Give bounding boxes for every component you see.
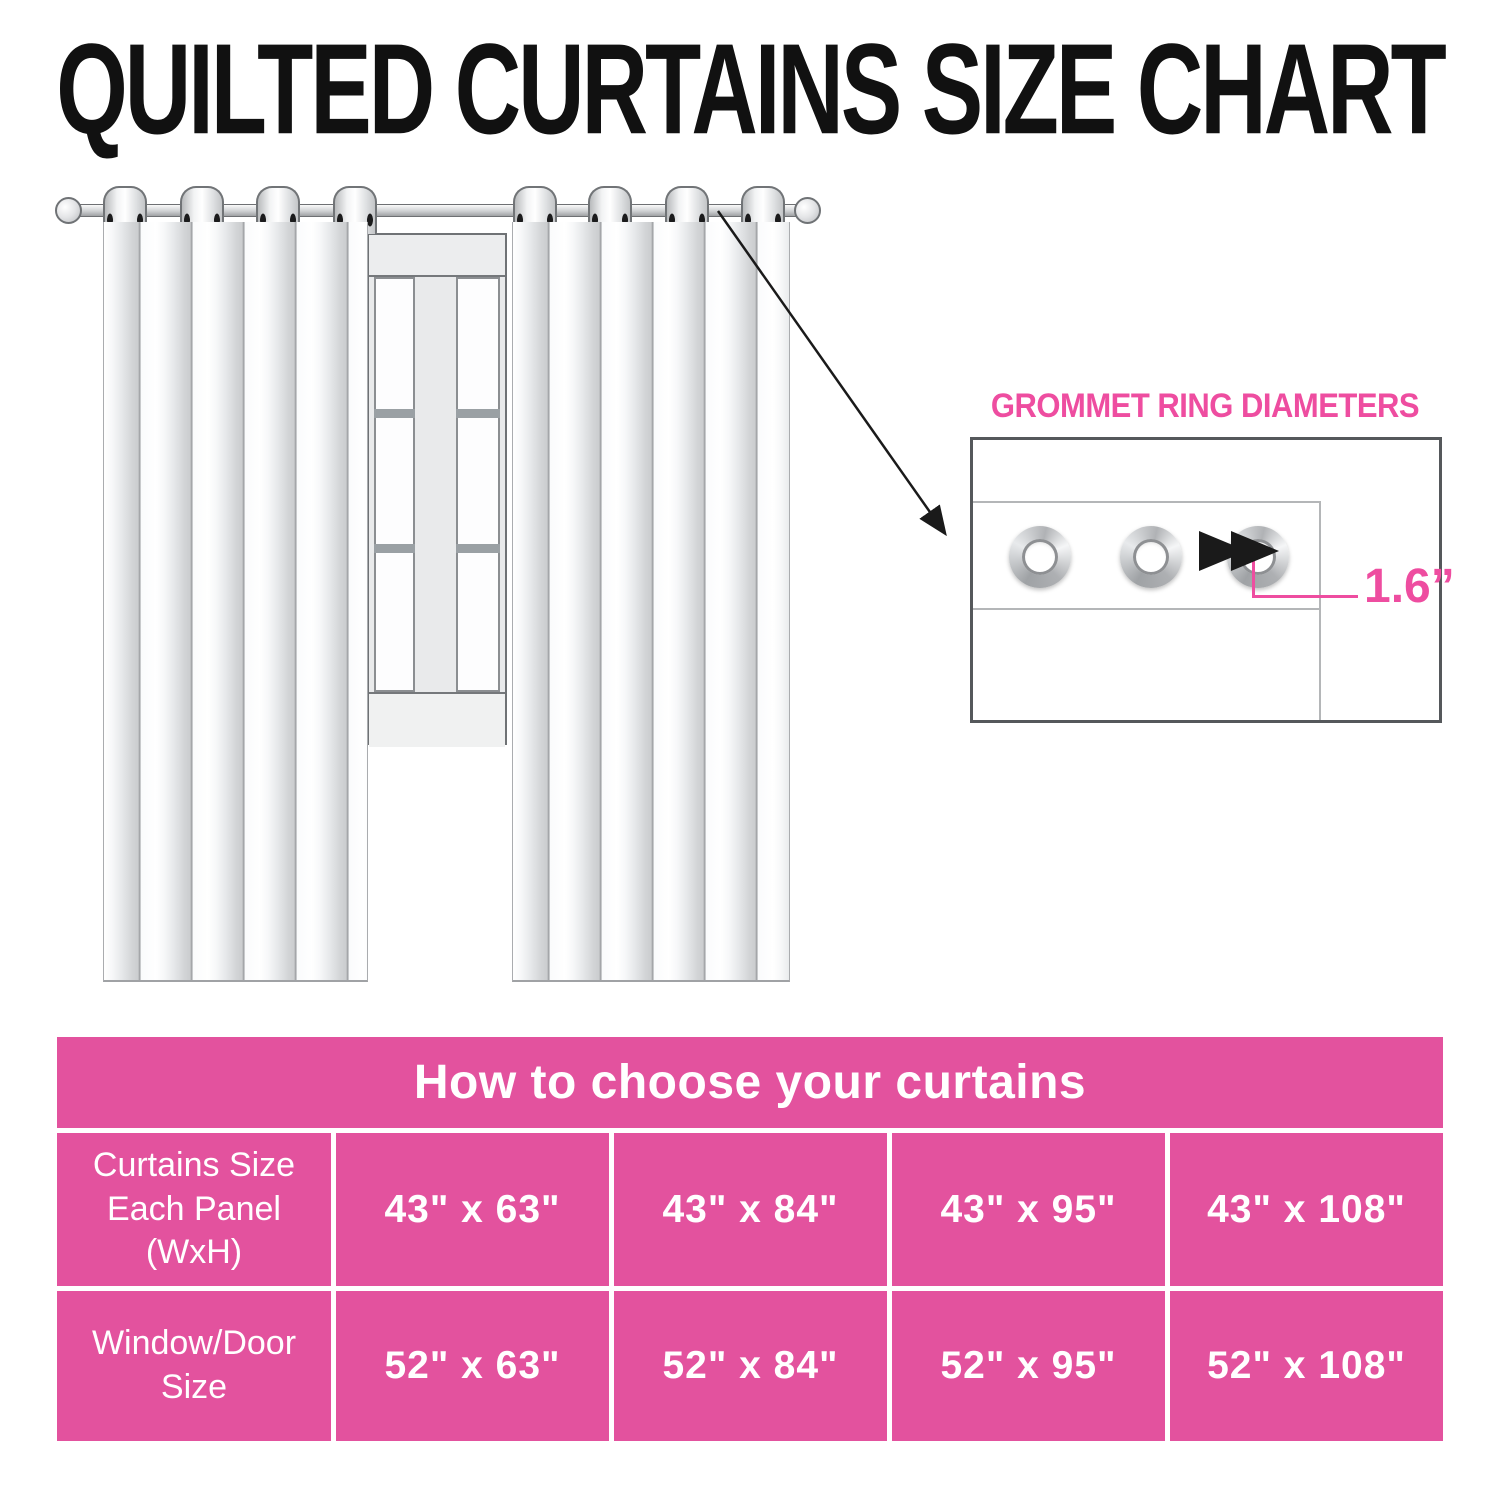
- window-bottom-rail: [369, 692, 505, 747]
- curtain-illustration: [0, 0, 900, 1030]
- grommet-ring: [1009, 526, 1071, 588]
- curtain-panel-right: [512, 222, 790, 982]
- size-cell: 43" x 95": [892, 1133, 1165, 1286]
- row-label-curtains-size: [57, 1133, 331, 1286]
- grommet-ring-measured: [1227, 526, 1289, 588]
- window-panes: [369, 277, 505, 692]
- curtain-panel-left: [103, 222, 368, 982]
- row-label-line: Window/Door: [91, 1324, 297, 1363]
- grommet-callout-heading: GROMMET RING DIAMETERS: [990, 385, 1420, 426]
- window-pane-column-left: [374, 277, 415, 692]
- header-band-bottom-line: [973, 608, 1321, 610]
- window-top-rail: [369, 235, 505, 277]
- row-label-line: (WxH): [145, 1233, 243, 1272]
- window-pane-column-right: [456, 277, 500, 692]
- page-title-text: QUILTED CURTAINS SIZE CHART: [56, 17, 1444, 161]
- size-table: [57, 1037, 1443, 1441]
- size-cell: 52" x 63": [336, 1291, 609, 1441]
- rod-finial-right: [794, 197, 821, 224]
- row-label-window-door-size: [57, 1291, 331, 1441]
- table-header: How to choose your curtains: [57, 1037, 1443, 1128]
- header-band-top-line: [973, 501, 1321, 503]
- row-label-line: Curtains Size: [92, 1146, 296, 1185]
- dimension-line-horizontal: [1252, 595, 1358, 598]
- size-cell: 52" x 95": [892, 1291, 1165, 1441]
- row-label-line: Each Panel: [107, 1189, 281, 1228]
- window-muntin: [374, 544, 415, 553]
- size-cell: 52" x 84": [614, 1291, 887, 1441]
- size-cell: 43" x 63": [336, 1133, 609, 1286]
- row-label-line: Size: [160, 1368, 228, 1406]
- panel-edge-line: [1319, 501, 1321, 720]
- diameter-label: 1.6”: [1364, 560, 1455, 613]
- size-cell: 43" x 84": [614, 1133, 887, 1286]
- window-muntin: [456, 409, 500, 418]
- size-cell: 52" x 108": [1170, 1291, 1443, 1441]
- size-cell: 43" x 108": [1170, 1133, 1443, 1286]
- rod-finial-left: [55, 197, 82, 224]
- window: [367, 233, 507, 745]
- window-muntin: [456, 544, 500, 553]
- grommet-ring: [1120, 526, 1182, 588]
- dimension-line-vertical: [1252, 557, 1255, 598]
- window-muntin: [374, 409, 415, 418]
